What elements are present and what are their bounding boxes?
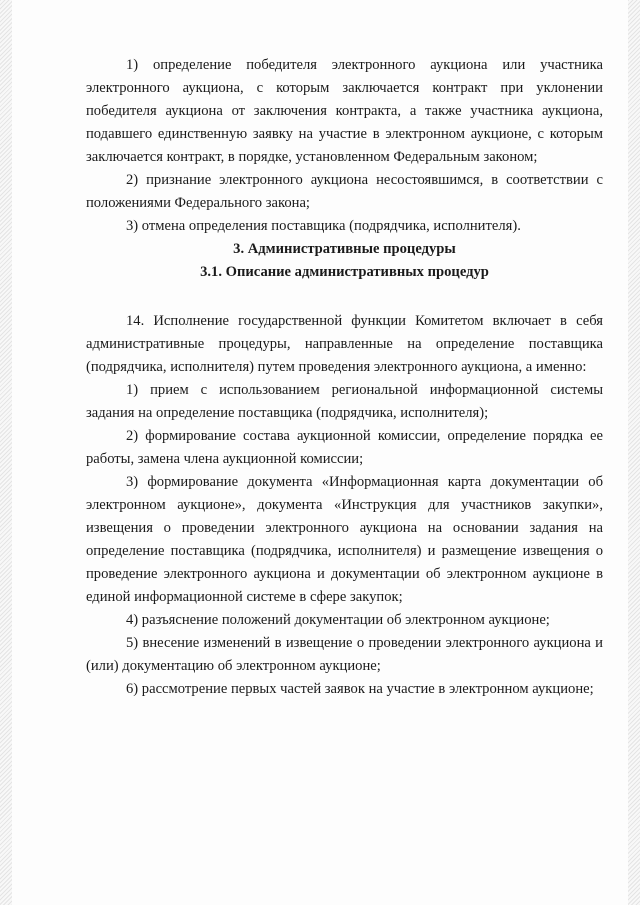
scan-edge-right — [628, 0, 640, 905]
procedure-item-4: 4) разъяснение положений документации об электронном аукционе; — [126, 612, 550, 628]
scan-edge-left — [0, 0, 12, 905]
procedure-item-6: 6) рассмотрение первых частей заявок на участие в электронном аукционе; — [126, 681, 594, 697]
paragraph-14-intro: 14. Исполнение государственной функции Комитетом включает в себя административные процедуры, направленные на определение поставщика (подрядчика, исполнителя) путем проведения электронного аукциона, а именно: — [86, 313, 603, 375]
procedure-item-3: 3) формирование документа «Информационная карта документации об электронном аукционе», документа «Инструкция для участников закупки», извещения о проведении электронного аукциона на основании задания на определение поставщика (подрядчика, исполнителя) и размещение извещения о проведение электронного аукциона и документации об электронном аукционе в единой информационной системе в сфере закупок; — [86, 474, 603, 605]
document-body — [86, 54, 603, 701]
section-title: 3. Административные процедуры — [233, 241, 456, 257]
paragraph-item-3: 3) отмена определения поставщика (подрядчика, исполнителя). — [126, 218, 521, 234]
paragraph-item-2: 2) признание электронного аукциона несостоявшимся, в соответствии с положениями Федерального закона; — [86, 172, 603, 211]
procedure-item-2: 2) формирование состава аукционной комиссии, определение порядка ее работы, замена члена аукционной комиссии; — [86, 428, 603, 467]
spacer — [86, 284, 603, 310]
paragraph-item-1: 1) определение победителя электронного аукциона или участника электронного аукциона, с которым заключается контракт при уклонении победителя аукциона от заключения контракта, а также участника аукциона, подавшего единственную заявку на участие в электронном аукционе, с которым заключается контракт, в порядке, установленном Федеральным законом; — [86, 57, 603, 165]
procedure-item-1: 1) прием с использованием региональной информационной системы задания на определение поставщика (подрядчика, исполнителя); — [86, 382, 603, 421]
procedure-item-5: 5) внесение изменений в извещение о проведении электронного аукциона и (или) документацию об электронном аукционе; — [86, 635, 603, 674]
subsection-title: 3.1. Описание административных процедур — [200, 264, 489, 280]
